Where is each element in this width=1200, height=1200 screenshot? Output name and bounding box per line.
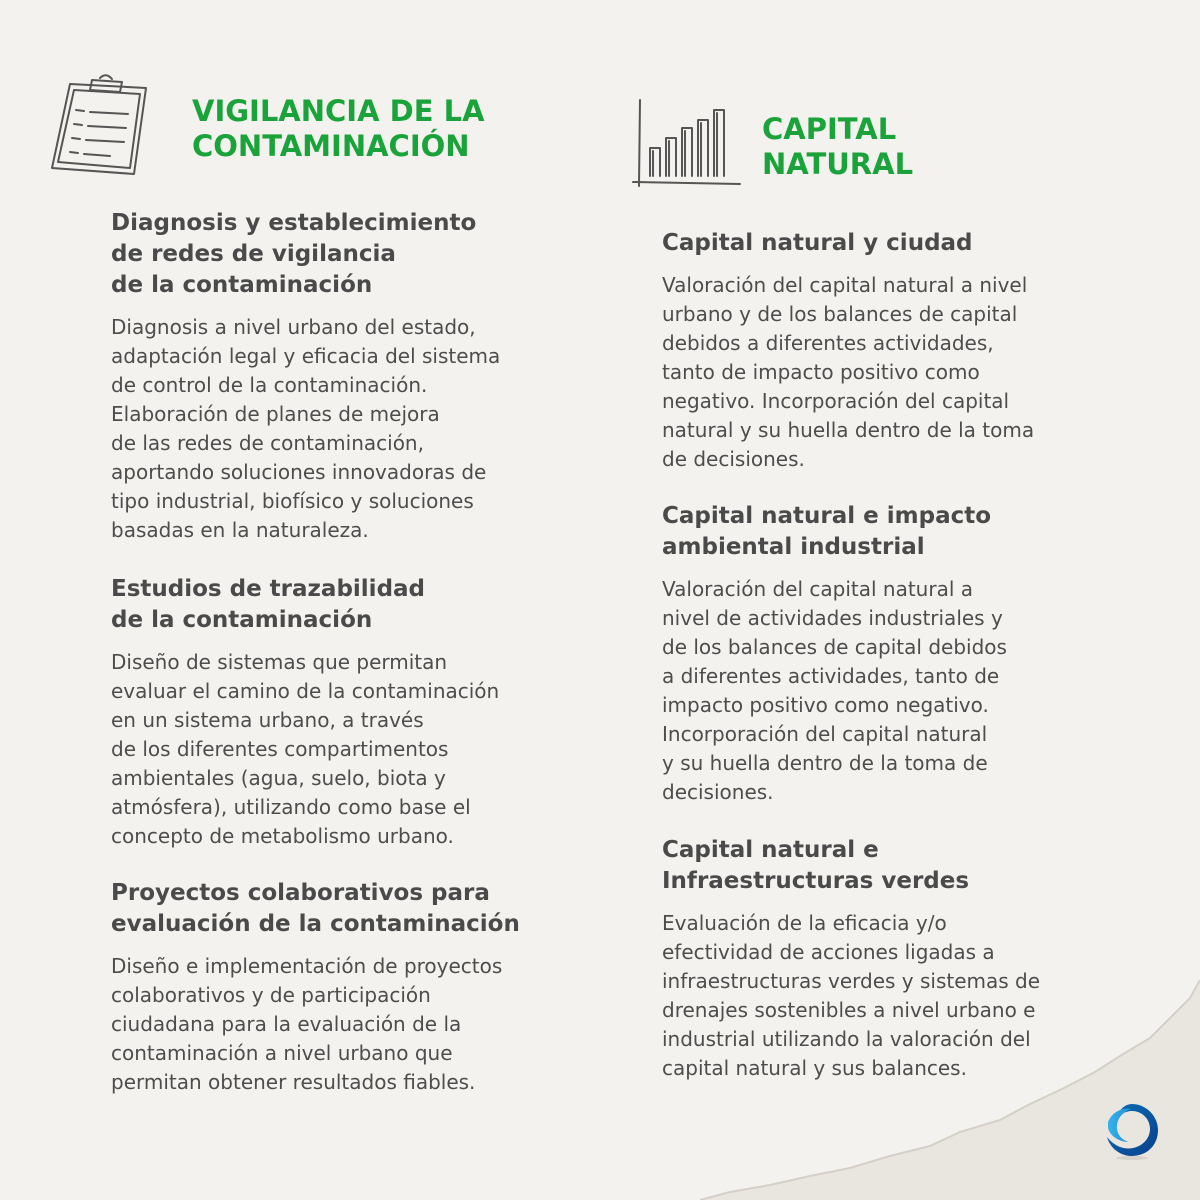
block-body: Valoración del capital natural a nivel de actividades industriales y de los balances de capital debidos a diferentes actividades, tanto de impacto positivo como negativo. Incorporación del capital natural y su huella dentro de la toma de decisiones. <box>662 577 1007 804</box>
block-body: Evaluación de la eficacia y/o efectividad de acciones ligadas a infraestructuras verdes y sistemas de drenajes sostenibles a nivel urbano e industrial utilizando la valoración del capital natural y sus balances. <box>662 911 1041 1080</box>
block-body: Diagnosis a nivel urbano del estado, adaptación legal y eficacia del sistema de control de la contaminación. Elaboración de planes de mejora de las redes de contaminación, aportando soluciones innovadoras de tipo industrial, biofísico y soluciones basadas en la naturaleza. <box>111 315 501 542</box>
brand-logo-icon <box>1102 1100 1162 1160</box>
content-block <box>111 878 581 1097</box>
content-block <box>662 228 1102 474</box>
clipboard-icon <box>48 72 158 182</box>
block-body: Diseño e implementación de proyectos colaborativos y de participación ciudadana para la evaluación de la contaminación a nivel urbano que permitan obtener resultados fiables. <box>111 954 503 1094</box>
content-block <box>111 574 571 851</box>
right-heading: CAPITAL NATURAL <box>762 112 914 181</box>
content-block <box>111 208 571 545</box>
block-title: Capital natural e impacto ambiental industrial <box>662 503 992 560</box>
bar-chart-icon <box>630 96 742 192</box>
block-title: Capital natural y ciudad <box>662 230 973 256</box>
block-body: Valoración del capital natural a nivel urbano y de los balances de capital debidos a diferentes actividades, tanto de impacto positivo como negativo. Incorporación del capital natural y su huella dentro de la toma de decisiones. <box>662 273 1035 471</box>
block-title: Proyectos colaborativos para evaluación de la contaminación <box>111 880 520 937</box>
content-block <box>662 501 1102 807</box>
block-title: Diagnosis y establecimiento de redes de vigilancia de la contaminación <box>111 210 477 298</box>
block-body: Diseño de sistemas que permitan evaluar el camino de la contaminación en un sistema urbano, a través de los diferentes compartimentos ambientales (agua, suelo, biota y atmósfera), utilizando como base el concepto de metabolismo urbano. <box>111 650 500 848</box>
block-title: Capital natural e Infraestructuras verdes <box>662 837 970 894</box>
left-heading: VIGILANCIA DE LA CONTAMINACIÓN <box>192 94 485 163</box>
block-title: Estudios de trazabilidad de la contaminación <box>111 576 426 633</box>
content-block <box>662 835 1112 1083</box>
